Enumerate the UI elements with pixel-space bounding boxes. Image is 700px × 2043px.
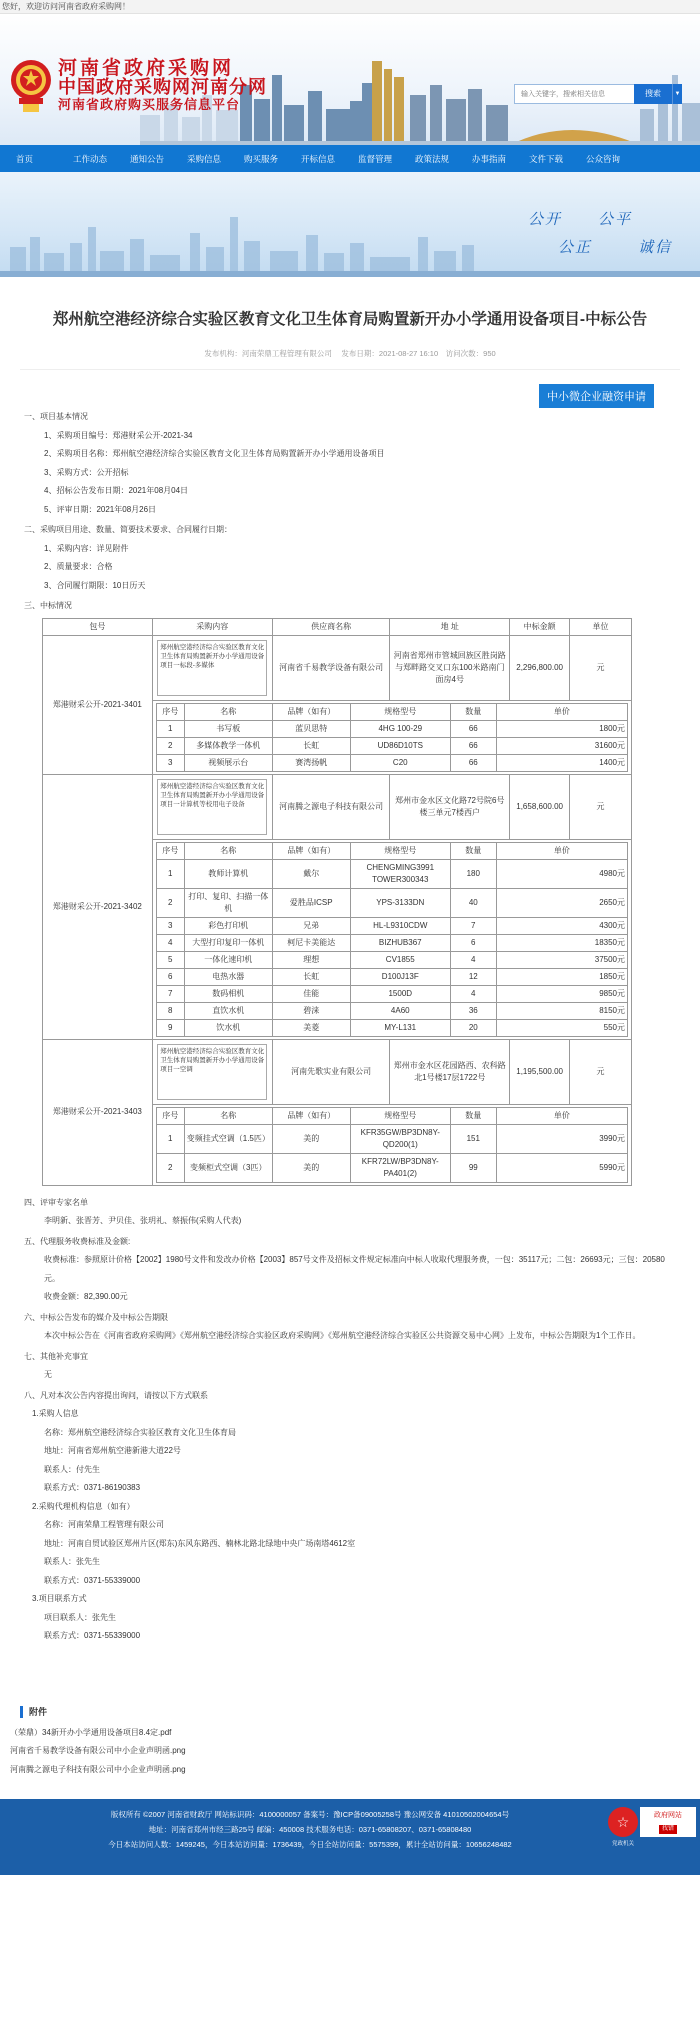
attachment-link[interactable]: （荣鼎）34新开办小学通用设备项目8.4定.pdf [10, 1727, 172, 1737]
item-table [156, 703, 628, 772]
content-textarea[interactable]: 郑州航空港经济综合实验区教育文化卫生体育局购置新开办小学通用设备项目一计算机等校用电子设备 [157, 779, 267, 835]
text-line: 1、采购项目编号：郑港财采公开-2021-34 [44, 430, 193, 440]
section-heading: 一、项目基本情况 [24, 412, 88, 421]
inner-header-cell: 规格型号 [350, 1107, 450, 1124]
item-row [156, 859, 627, 888]
item-cell: 180 [450, 859, 496, 888]
inner-header-cell: 数量 [450, 703, 496, 720]
contact-heading: 3.项目联系方式 [32, 1594, 87, 1603]
amount-unit: 元 [570, 635, 632, 700]
text-line: 名称：河南荣鼎工程管理有限公司 [44, 1520, 164, 1529]
item-cell: 打印、复印、扫描一体机 [184, 888, 272, 917]
site-header [0, 14, 700, 145]
item-cell: 66 [450, 720, 496, 737]
nav-item-notices[interactable]: 通知公告 [130, 153, 165, 164]
award-amount: 1,195,500.00 [510, 1039, 570, 1104]
inner-header-cell: 名称 [184, 1107, 272, 1124]
item-cell: 4 [450, 985, 496, 1002]
item-cell: C20 [350, 754, 450, 771]
text-line: 3、合同履行期限：10日历天 [44, 580, 146, 590]
item-cell: 12 [450, 968, 496, 985]
logo-line-2: 中国政府采购网河南分网 [58, 77, 267, 98]
attachment-link[interactable]: 河南腾之源电子科技有限公司中小企业声明函.png [10, 1764, 186, 1774]
text-line: 收费金额：82,390.00元 [44, 1292, 128, 1301]
nav-item-policy[interactable]: 政策法规 [415, 153, 450, 164]
nav-item-downloads[interactable]: 文件下载 [529, 153, 564, 164]
supplier-address: 郑州市金水区花园路西、农科路北1号楼17层1722号 [390, 1039, 510, 1104]
item-cell: 18350元 [496, 934, 627, 951]
banner [0, 172, 700, 277]
table-header-cell: 地 址 [390, 618, 510, 635]
item-cell: 66 [450, 737, 496, 754]
section-heading: 八、凡对本次公告内容提出询问，请按以下方式联系 [24, 1390, 208, 1400]
motto-integrity: 诚信 [638, 238, 673, 256]
item-cell: 5990元 [496, 1153, 627, 1182]
item-cell: 4 [450, 951, 496, 968]
table-header-row [43, 618, 632, 635]
section-heading: 三、中标情况 [24, 601, 72, 610]
item-cell: 碧涞 [272, 1002, 350, 1019]
item-cell: 彩色打印机 [184, 917, 272, 934]
top-welcome-bar: 您好，欢迎访问河南省政府采购网！ [0, 0, 700, 14]
item-cell: 1400元 [496, 754, 627, 771]
item-cell: UD86D10TS [350, 737, 450, 754]
item-cell: 1 [156, 1124, 184, 1153]
amount-unit: 元 [570, 774, 632, 839]
amount-unit: 元 [570, 1039, 632, 1104]
supplier-address: 郑州市金水区文化路72号院6号楼三单元7楼西户 [390, 774, 510, 839]
nav-item-procurement[interactable]: 采购信息 [187, 153, 222, 164]
item-row [156, 737, 627, 754]
item-cell: 1850元 [496, 968, 627, 985]
motto-fair: 公平 [598, 210, 633, 228]
nav-item-supervision[interactable]: 监督管理 [358, 153, 393, 164]
item-row [156, 985, 627, 1002]
supplier-address: 河南省郑州市管城回族区胜岗路与郑畔路交叉口东100米路南门面房4号 [390, 635, 510, 700]
item-cell: 20 [450, 1019, 496, 1036]
text-paragraph: 本次中标公告在《河南省政府采购网》《郑州航空港经济综合实验区政府采购网》《郑州航空港经济综合实验区公共资源交易中心网》上发布，中标公告期限为1个工作日。 [44, 1331, 641, 1340]
item-cell: 饮水机 [184, 1019, 272, 1036]
item-row [156, 754, 627, 771]
item-row [156, 968, 627, 985]
item-cell: 36 [450, 1002, 496, 1019]
text-line: 地址：河南省郑州航空港新港大道22号 [44, 1446, 181, 1455]
inner-header-cell: 数量 [450, 842, 496, 859]
badge-label-top: 政府网站 [654, 1812, 682, 1819]
inner-header-cell: 名称 [184, 842, 272, 859]
text-line: 项目联系人：张先生 [44, 1612, 116, 1622]
item-table [156, 842, 628, 1037]
item-cell: 蓝贝思特 [272, 720, 350, 737]
search-dropdown-icon[interactable]: ▼ [672, 84, 682, 104]
item-cell: 550元 [496, 1019, 627, 1036]
inner-header-cell: 序号 [156, 1107, 184, 1124]
text-line: 2、质量要求：合格 [44, 562, 113, 571]
search-box [514, 84, 682, 104]
contact-heading: 2.采购代理机构信息（如有） [32, 1501, 135, 1511]
nav-item-guide[interactable]: 办事指南 [472, 153, 507, 164]
banner-skyline-graphic [0, 207, 700, 277]
item-cell: 长虹 [272, 737, 350, 754]
item-cell: 长虹 [272, 968, 350, 985]
logo-line-1: 河南省政府采购网 [58, 57, 235, 79]
text-line: 联系方式：0371-55339000 [44, 1631, 141, 1640]
text-line: 联系方式：0371-86190383 [44, 1483, 141, 1492]
item-row [156, 917, 627, 934]
item-cell: 4980元 [496, 859, 627, 888]
attachment-link[interactable]: 河南省千易教学设备有限公司中小企业声明函.png [10, 1746, 186, 1755]
inner-header-cell: 名称 [184, 703, 272, 720]
item-row [156, 934, 627, 951]
badge-label-bottom: 找错 [659, 1825, 677, 1834]
inner-header-cell: 品牌（如有） [272, 842, 350, 859]
item-cell: 3 [156, 754, 184, 771]
item-cell: 1 [156, 859, 184, 888]
item-cell: 1800元 [496, 720, 627, 737]
item-cell: 3990元 [496, 1124, 627, 1153]
item-cell: 1 [156, 720, 184, 737]
inner-header-cell: 规格型号 [350, 703, 450, 720]
table-row [43, 1039, 632, 1104]
item-cell: KFR35GW/BP3DN8Y-QD200(1) [350, 1124, 450, 1153]
item-cell: 37500元 [496, 951, 627, 968]
footer-copyright: 版权所有 ©2007 河南省财政厅 网站标识码：4100000057 备案号：豫ICP备09005258号 豫公网安备 41010502004654号 [110, 1810, 510, 1819]
item-cell: 5 [156, 951, 184, 968]
item-cell: 4300元 [496, 917, 627, 934]
text-line: 4、招标公告发布日期：2021年08月04日 [44, 486, 189, 495]
item-cell: BIZHUB367 [350, 934, 450, 951]
item-row [156, 1019, 627, 1036]
package-id: 郑港财采公开-2021-3402 [43, 774, 153, 1039]
motto-open: 公开 [528, 210, 563, 228]
item-cell: 3 [156, 917, 184, 934]
item-cell: D100J13F [350, 968, 450, 985]
text-line: 李明新、张晋芳、尹贝佳、张玥礼、蔡振伟(采购人代表) [44, 1216, 242, 1225]
article-meta: 发布机构：河南荣鼎工程管理有限公司 发布日期：2021-08-27 16:10 访问次数：950 [20, 348, 680, 370]
award-amount: 1,658,600.00 [510, 774, 570, 839]
table-header-cell: 采购内容 [152, 618, 272, 635]
item-cell: 8150元 [496, 1002, 627, 1019]
main-nav [0, 145, 700, 172]
item-cell: 9850元 [496, 985, 627, 1002]
item-row [156, 1002, 627, 1019]
text-line: 地址：河南自贸试验区郑州片区(郑东)东风东路西、楠林北路北绿地中央广场南塔4612室 [44, 1538, 356, 1548]
item-cell: 大型打印复印一体机 [184, 934, 272, 951]
item-cell: 柯尼卡美能达 [272, 934, 350, 951]
section-heading: 六、中标公告发布的媒介及中标公告期限 [24, 1312, 168, 1322]
item-cell: 书写板 [184, 720, 272, 737]
nav-item-consult[interactable]: 公众咨询 [586, 153, 621, 164]
section-heading: 二、采购项目用途、数量、简要技术要求、合同履行日期： [24, 525, 232, 534]
party-gov-badge-label: 党政机关 [611, 1841, 634, 1847]
award-table [42, 618, 632, 1186]
item-cell: 电热水器 [184, 968, 272, 985]
text-paragraph: 收费标准：参照原计价格【2002】1980号文件和发改办价格【2003】857号文件及招标文件规定标准向中标人收取代理服务费，一包：35117元；二包：26693元；三包：20580元。 [44, 1255, 665, 1283]
item-cell: 7 [156, 985, 184, 1002]
footer-visits: 今日本站访问人数：1459245，今日本站访问量：1736439，今日全站访问量：5575399，累计全站访问量：10656248482 [108, 1840, 512, 1849]
inner-header-cell: 单价 [496, 1107, 627, 1124]
item-cell: 7 [450, 917, 496, 934]
item-cell: 佳能 [272, 985, 350, 1002]
nav-item-bid-opening[interactable]: 开标信息 [301, 153, 336, 164]
supplier-name: 河南腾之源电子科技有限公司 [272, 774, 390, 839]
search-input[interactable] [514, 84, 634, 104]
item-table [156, 1107, 628, 1183]
motto-just: 公正 [558, 238, 593, 256]
site-logo-text[interactable] [58, 58, 267, 114]
item-cell: 变频挂式空调（1.5匹） [184, 1124, 272, 1153]
item-cell: 6 [156, 968, 184, 985]
text-line: 联系人：付先生 [44, 1464, 100, 1474]
item-cell: 6 [450, 934, 496, 951]
award-amount: 2,296,800.00 [510, 635, 570, 700]
table-row [43, 774, 632, 839]
item-cell: 99 [450, 1153, 496, 1182]
item-cell: HL-L9310CDW [350, 917, 450, 934]
item-cell: 9 [156, 1019, 184, 1036]
content-textarea[interactable]: 郑州航空港经济综合实验区教育文化卫生体育局购置新开办小学通用设备项目一标段-多媒体 [157, 640, 267, 696]
inner-header-cell: 规格型号 [350, 842, 450, 859]
article-content [0, 408, 700, 1646]
item-cell: KFR72LW/BP3DN8Y-PA401(2) [350, 1153, 450, 1182]
text-line: 名称：郑州航空港经济综合实验区教育文化卫生体育局 [44, 1427, 236, 1437]
inner-header-cell: 单价 [496, 703, 627, 720]
item-row [156, 1124, 627, 1153]
item-cell: 4HG 100-29 [350, 720, 450, 737]
contact-heading: 1.采购人信息 [32, 1409, 79, 1418]
party-gov-badge-icon[interactable]: ☆ 党政机关 [608, 1807, 638, 1837]
item-cell: 美的 [272, 1153, 350, 1182]
item-cell: 31600元 [496, 737, 627, 754]
item-cell: 赛湾扬帆 [272, 754, 350, 771]
inner-header-cell: 单价 [496, 842, 627, 859]
item-cell: 4A60 [350, 1002, 450, 1019]
text-line: 5、评审日期：2021年08月26日 [44, 504, 157, 514]
inner-header-cell: 品牌（如有） [272, 1107, 350, 1124]
item-cell: 美的 [272, 1124, 350, 1153]
item-cell: 40 [450, 888, 496, 917]
section-heading: 四、评审专家名单 [24, 1197, 88, 1207]
table-header-cell: 单位 [570, 618, 632, 635]
footer-address: 地址：河南省郑州市经三路25号 邮编：450008 技术服务电话：0371-65808207、0371-65808480 [148, 1825, 472, 1834]
table-header-cell: 供应商名称 [272, 618, 390, 635]
item-row [156, 888, 627, 917]
item-cell: 多媒体教学一体机 [184, 737, 272, 754]
item-cell: 151 [450, 1124, 496, 1153]
item-cell: 8 [156, 1002, 184, 1019]
item-cell: 2 [156, 888, 184, 917]
search-button[interactable]: 搜索 [634, 84, 672, 104]
item-cell: YPS-3133DN [350, 888, 450, 917]
article-title: 郑州航空港经济综合实验区教育文化卫生体育局购置新开办小学通用设备项目-中标公告 [52, 311, 648, 328]
supplier-name: 河南省千易教学设备有限公司 [272, 635, 390, 700]
table-header-cell: 中标金额 [510, 618, 570, 635]
item-cell: 66 [450, 754, 496, 771]
item-cell: 戴尔 [272, 859, 350, 888]
content-textarea[interactable]: 郑州航空港经济综合实验区教育文化卫生体育局购置新开办小学通用设备项目一空调 [157, 1044, 267, 1100]
text-line: 联系人：张先生 [44, 1557, 100, 1566]
text-line: 1、采购内容：详见附件 [44, 543, 129, 553]
item-cell: 4 [156, 934, 184, 951]
attachments-list [0, 1724, 700, 1780]
finance-apply-button[interactable]: 中小微企业融资申请 [539, 384, 654, 408]
item-cell: 2 [156, 737, 184, 754]
inner-header-cell: 序号 [156, 703, 184, 720]
attachments-title: 附件 [20, 1706, 680, 1718]
text-line: 3、采购方式：公开招标 [44, 467, 129, 477]
nav-item-home[interactable]: 首页 [16, 153, 34, 164]
item-cell: 美菱 [272, 1019, 350, 1036]
item-cell: 教师计算机 [184, 859, 272, 888]
text-line: 无 [44, 1370, 52, 1379]
item-cell: MY-L131 [350, 1019, 450, 1036]
item-cell: 直饮水机 [184, 1002, 272, 1019]
item-cell: 1500D [350, 985, 450, 1002]
table-header-cell: 包号 [43, 618, 153, 635]
table-row [43, 635, 632, 700]
item-cell: 变频柜式空调（3匹） [184, 1153, 272, 1182]
item-cell: CHENGMING3991 TOWER300343 [350, 859, 450, 888]
item-cell: 理想 [272, 951, 350, 968]
item-row [156, 1153, 627, 1182]
item-row [156, 951, 627, 968]
item-cell: 2650元 [496, 888, 627, 917]
text-line: 联系方式：0371-55339000 [44, 1575, 141, 1585]
supplier-name: 河南先歌实业有限公司 [272, 1039, 390, 1104]
nav-item-work-news[interactable]: 工作动态 [73, 153, 108, 164]
item-row [156, 720, 627, 737]
national-emblem-icon [9, 54, 53, 114]
inner-header-cell: 品牌（如有） [272, 703, 350, 720]
section-heading: 七、其他补充事宜 [24, 1351, 88, 1361]
item-cell: 2 [156, 1153, 184, 1182]
section-heading: 五、代理服务收费标准及金额: [24, 1236, 131, 1246]
logo-line-3: 河南省政府购买服务信息平台 [58, 98, 241, 113]
gov-site-error-report-badge[interactable] [640, 1807, 696, 1837]
item-cell: 视频展示台 [184, 754, 272, 771]
item-cell: 一体化速印机 [184, 951, 272, 968]
site-footer [0, 1799, 700, 1875]
text-line: 2、采购项目名称：郑州航空港经济综合实验区教育文化卫生体育局购置新开办小学通用设备项目 [44, 449, 385, 458]
item-cell: 数码相机 [184, 985, 272, 1002]
item-cell: 兄弟 [272, 917, 350, 934]
item-cell: 爱胜品ICSP [272, 888, 350, 917]
inner-header-cell: 序号 [156, 842, 184, 859]
inner-header-cell: 数量 [450, 1107, 496, 1124]
nav-item-services[interactable]: 购买服务 [244, 153, 279, 164]
package-id: 郑港财采公开-2021-3401 [43, 635, 153, 774]
item-cell: CV1855 [350, 951, 450, 968]
package-id: 郑港财采公开-2021-3403 [43, 1039, 153, 1185]
